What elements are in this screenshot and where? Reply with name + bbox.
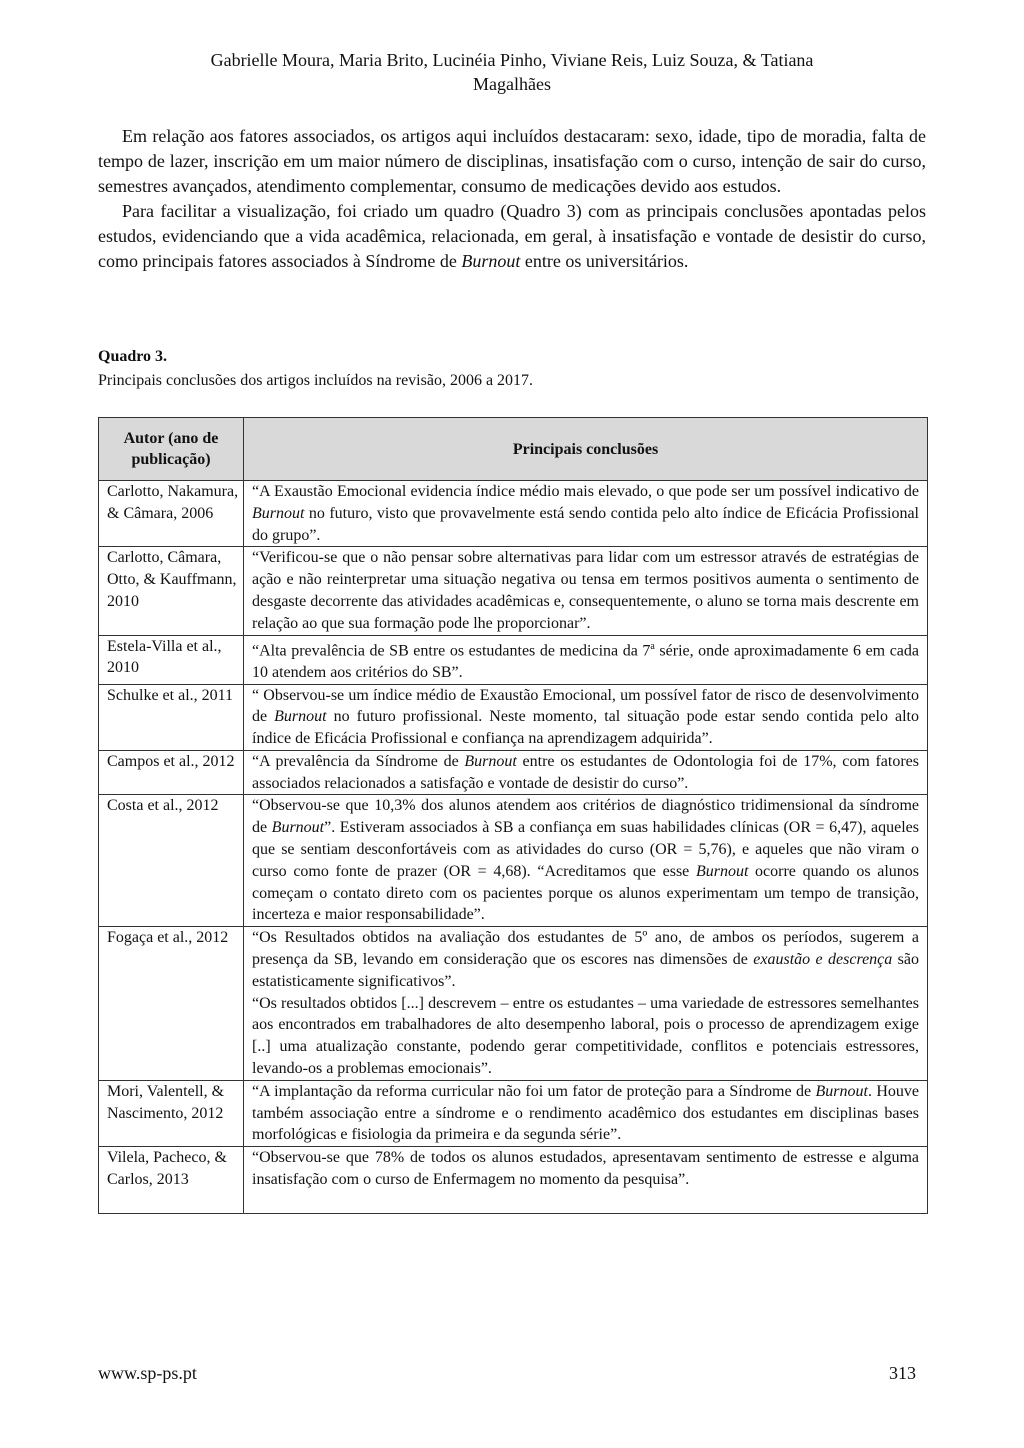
conclusion-italic: exaustão e descrença	[753, 951, 893, 969]
table-header-row	[99, 418, 928, 481]
conclusion-text: “A implantação da reforma curricular não foi um fator de proteção para a Síndrome de	[252, 1082, 816, 1100]
conclusion-cell	[244, 481, 928, 547]
table-row	[99, 1147, 928, 1214]
conclusion-cell: “Observou-se que 78% de todos os alunos estudados, apresentavam sentimento de estresse e alguma insatisfação com o curso de Enfermagem no momento da pesquisa”.	[244, 1147, 928, 1214]
running-header	[98, 48, 926, 96]
conclusion-text: “Alta prevalência de SB entre os estudantes de medicina da 7	[252, 641, 651, 659]
author-cell: Mori, Valentell, & Nascimento, 2012	[99, 1080, 244, 1146]
table-row	[99, 684, 928, 750]
header-authors-line1: Gabrielle Moura, Maria Brito, Lucinéia Pinho, Viviane Reis, Luiz Souza, & Tatiana	[210, 50, 814, 70]
table-row	[99, 547, 928, 635]
conclusion-italic: Burnout	[464, 752, 517, 770]
author-cell: Vilela, Pacheco, & Carlos, 2013	[99, 1147, 244, 1214]
author-cell: Fogaça et al., 2012	[99, 927, 244, 1081]
table-row	[99, 1080, 928, 1146]
body-text	[98, 124, 926, 274]
conclusion-cell: “Verificou-se que o não pensar sobre alternativas para lidar com um estressor através de estratégias de ação e não reinterpretar uma situação negativa ou tensa em termos positivos aumenta o sentimento de desgaste decorrente das atividades acadêmicas e, consequentemente, o aluno se torna mais descrente em relação ao que sua formação pode lhe proporcionar”.	[244, 547, 928, 635]
conclusion-text: . Houve também associação entre a síndrome e o rendimento acadêmico dos estudantes em disciplinas bases morfológicas e fisiologia da primeira e da segunda série”.	[252, 1082, 920, 1144]
conclusion-cell	[244, 1080, 928, 1146]
author-cell: Campos et al., 2012	[99, 750, 244, 795]
conclusion-cell	[244, 684, 928, 750]
table-row	[99, 750, 928, 795]
author-cell: Carlotto, Câmara, Otto, & Kauffmann, 2010	[99, 547, 244, 635]
conclusion-text: no futuro, visto que provavelmente está sendo contida pelo alto índice de Eficácia Profissional do grupo”.	[252, 504, 919, 544]
footer-url: www.sp-ps.pt	[98, 1363, 197, 1383]
conclusion-text: ocorre quando os alunos começam o contato direto com os pacientes porque os alunos experimentam um tempo de transição, incerteza e maior responsabilidade”.	[252, 862, 919, 924]
conclusion-cell	[244, 795, 928, 927]
conclusion-italic: Burnout	[271, 819, 325, 837]
header-author: Autor (ano de publicação)	[99, 418, 244, 481]
ordinal-superscript: a	[650, 640, 655, 652]
conclusion-text: ”. Estiveram associados à SB a confiança em suas habilidades clínicas (OR = 6,47), aqueles que se sentiam desconfortáveis com as atividades do curso (OR = 5,76), e aqueles que não viram o curso como fonte de prazer (OR = 4,68). “Acreditamos que esse	[252, 819, 919, 880]
conclusion-text: “Observou-se que 10,3% dos alunos atendem aos critérios de diagnóstico tridimensional da síndrome de	[252, 797, 919, 837]
author-cell: Costa et al., 2012	[99, 795, 244, 927]
paragraph-factors: Em relação aos fatores associados, os artigos aqui incluídos destacaram: sexo, idade, tipo de moradia, falta de tempo de lazer, inscrição em um maior número de disciplinas, insatisfação com o curso, intenção de sair do curso, semestres avançados, atendimento complementar, consumo de medicações devido aos estudos.	[98, 126, 926, 196]
quadro-label: Quadro 3.	[98, 348, 168, 365]
conclusion-cell	[244, 635, 928, 684]
conclusion-cell	[244, 750, 928, 795]
quadro-caption: Principais conclusões dos artigos incluídos na revisão, 2006 a 2017.	[98, 372, 534, 389]
header-conclusions: Principais conclusões	[244, 418, 928, 481]
paragraph-italic: Burnout	[461, 251, 521, 271]
conclusions-table	[98, 417, 928, 1214]
conclusion-text: série, onde aproximadamente 6 em cada 10 atendem aos critérios do SB”.	[252, 641, 919, 681]
conclusion-paragraph	[252, 927, 919, 992]
author-cell: Carlotto, Nakamura, & Câmara, 2006	[99, 481, 244, 547]
conclusion-paragraph: “Os resultados obtidos [...] descrevem – entre os estudantes – uma variedade de estressores semelhantes aos encontrados em trabalhadores de alto desempenho laboral, pois o processo de aprendizagem exige [..] uma atualização constante, podendo gerar competitividade, conflitos e potenciais estressores, levando-os a problemas emocionais”.	[252, 994, 919, 1078]
header-authors-line2: Magalhães	[473, 74, 551, 94]
page-number: 313	[889, 1363, 916, 1383]
conclusion-italic: Burnout	[252, 504, 305, 522]
paragraph-text: entre os universitários.	[520, 251, 689, 271]
table-row	[99, 635, 928, 684]
conclusion-text: no futuro profissional. Neste momento, tal situação pode estar sendo contida pelo alto índice de Eficácia Profissional e confiança na aprendizagem adquirida”.	[252, 708, 919, 748]
conclusion-text: são estatisticamente significativos”.	[252, 951, 920, 990]
conclusion-text: entre os estudantes de Odontologia foi de 17%, com fatores associados relacionados a satisfação e vontade de desistir do curso”.	[252, 752, 919, 792]
conclusion-italic: Burnout	[695, 862, 749, 880]
conclusion-cell	[244, 927, 928, 1081]
paragraph-text: Para facilitar a visualização, foi criado um quadro (Quadro 3) com as principais conclusões apontadas pelos estudos, evidenciando que a vida acadêmica, relacionada, em geral, à insatisfação e vontade de desistir do curso, como principais fatores associados à Síndrome de	[98, 201, 926, 271]
table-row	[99, 795, 928, 927]
conclusion-italic: Burnout	[815, 1082, 868, 1100]
conclusion-italic: Burnout	[274, 708, 327, 726]
paragraph-quadro-intro	[98, 199, 926, 274]
conclusion-text: “ Observou-se um índice médio de Exaustão Emocional, um possível fator de risco de desenvolvimento de	[252, 686, 919, 726]
conclusion-text: “A Exaustão Emocional evidencia índice médio mais elevado, o que pode ser um possível indicativo de	[252, 483, 919, 500]
conclusion-text: “A prevalência da Síndrome de	[252, 752, 465, 770]
author-cell: Estela-Villa et al., 2010	[99, 635, 244, 684]
author-cell: Schulke et al., 2011	[99, 684, 244, 750]
conclusion-text: “Os Resultados obtidos na avaliação dos estudantes de 5º ano, de ambos os períodos, sugerem a presença da SB, levando em consideração que os escores nas dimensões de	[252, 929, 919, 969]
table-row	[99, 927, 928, 1081]
table-row	[99, 481, 928, 547]
